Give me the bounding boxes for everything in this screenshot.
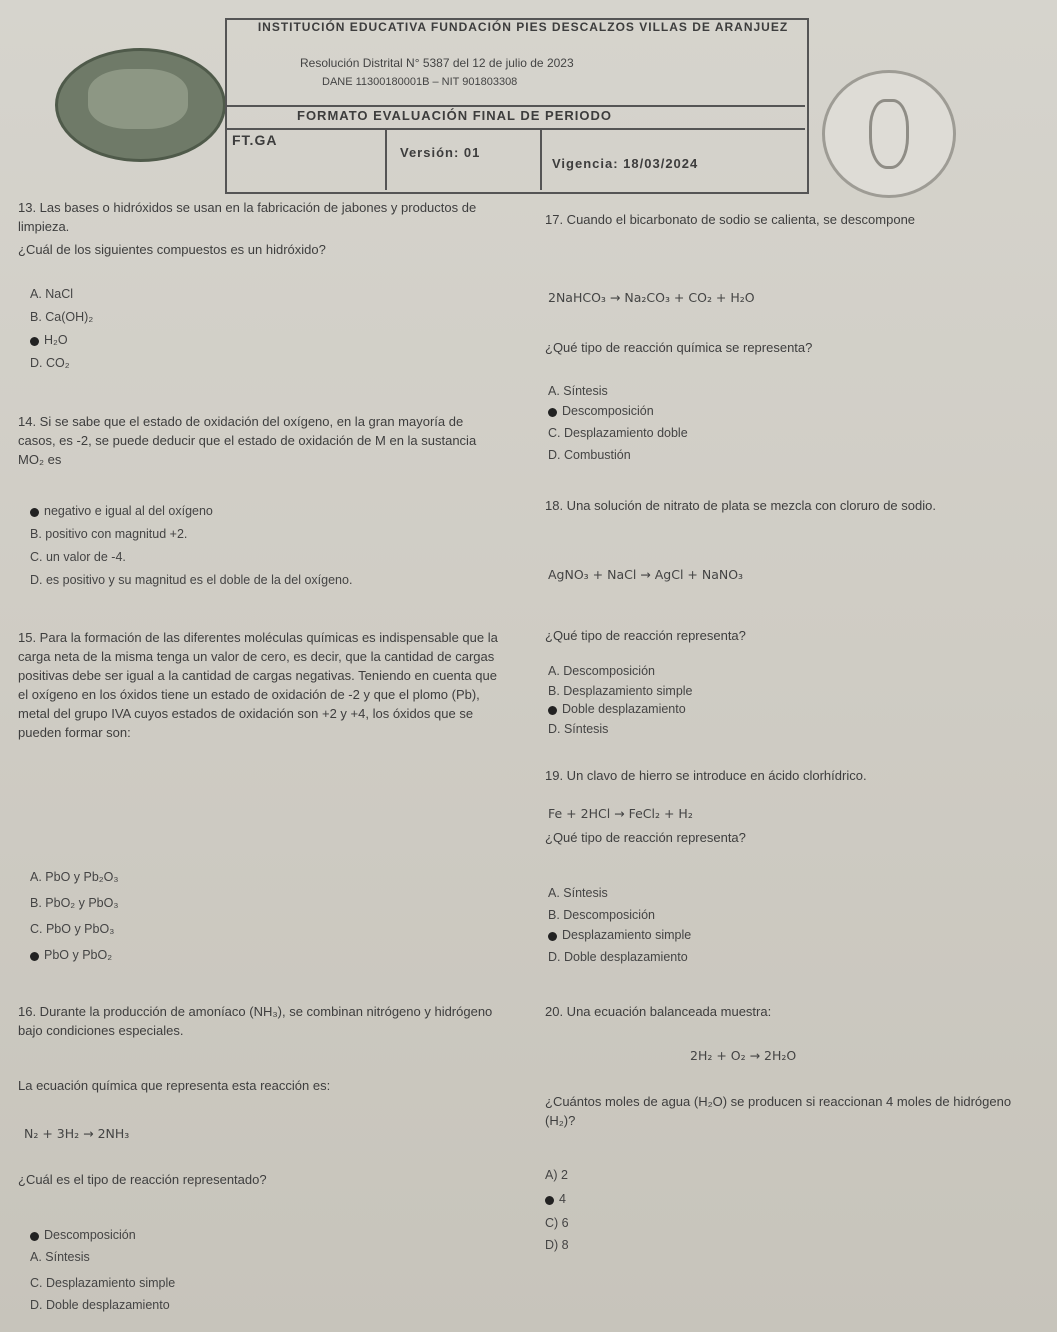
q16-selected-mark: [30, 1232, 39, 1241]
q16-statement: 16. Durante la producción de amoníaco (NH₃), se combinan nitrógeno y hidrógeno bajo condiciones especiales.: [18, 1004, 493, 1038]
header-divider: [385, 128, 387, 190]
q14-option-d[interactable]: D. es positivo y su magnitud es el doble de la del oxígeno.: [30, 573, 353, 587]
q15-selected-mark: [30, 952, 39, 961]
q19-option-a[interactable]: A. Síntesis: [548, 886, 608, 900]
q13-selected-mark: [30, 337, 39, 346]
q15-option-d[interactable]: PbO y PbO₂: [44, 948, 113, 962]
q18-option-c[interactable]: Doble desplazamiento: [562, 702, 686, 716]
q13-option-a[interactable]: A. NaCl: [30, 287, 74, 301]
school-logo-left: [55, 48, 226, 162]
q20-option-a[interactable]: A) 2: [545, 1168, 568, 1182]
header-divider: [540, 128, 542, 190]
q15-option-b[interactable]: B. PbO₂ y PbO₃: [30, 896, 119, 910]
q20-option-c[interactable]: C) 6: [545, 1216, 569, 1230]
version-cell: Versión: 01: [400, 145, 481, 160]
q18-question: ¿Qué tipo de reacción representa?: [545, 628, 746, 643]
q13-question: ¿Cuál de los siguientes compuestos es un hidróxido?: [18, 242, 326, 257]
q16-intro: La ecuación química que representa esta reacción es:: [18, 1078, 331, 1093]
header-divider: [225, 128, 805, 130]
footprint-logo-right: [822, 70, 956, 198]
validity-cell: Vigencia: 18/03/2024: [552, 156, 699, 171]
q14-option-c[interactable]: C. un valor de -4.: [30, 550, 126, 564]
q15-option-a[interactable]: A. PbO y Pb₂O₃: [30, 870, 119, 884]
q13-statement: 13. Las bases o hidróxidos se usan en la fabricación de jabones y productos de limpieza.: [18, 200, 477, 234]
q14-option-a[interactable]: negativo e igual al del oxígeno: [44, 504, 213, 518]
resolution-text: Resolución Distrital N° 5387 del 12 de julio de 2023: [300, 56, 574, 70]
q13-option-b[interactable]: B. Ca(OH)₂: [30, 310, 94, 324]
q20-question: ¿Cuántos moles de agua (H₂O) se producen si reaccionan 4 moles de hidrógeno (H₂)?: [545, 1094, 1012, 1128]
q18-option-b[interactable]: B. Desplazamiento simple: [548, 684, 693, 698]
q20-option-d[interactable]: D) 8: [545, 1238, 569, 1252]
q15-statement: 15. Para la formación de las diferentes moléculas químicas es indispensable que la carga neta de la misma tenga un valor de cero, es decir, que la cantidad de cargas positivas debe ser igual a la cantidad de cargas negativas. Teniendo en cuenta que el oxígeno en los óxidos tiene un estado de oxidación de -2 y que el plomo (Pb), metal del grupo IVA cuyos estados de oxidación son +2 y +4, los óxidos que se pueden formar son:: [18, 630, 498, 740]
q17-option-d[interactable]: D. Combustión: [548, 448, 631, 462]
q16-option-d[interactable]: D. Doble desplazamiento: [30, 1298, 170, 1312]
q17-selected-mark: [548, 408, 557, 417]
q13-option-c[interactable]: H₂O: [44, 333, 68, 347]
q20-selected-mark: [545, 1196, 554, 1205]
institution-name: INSTITUCIÓN EDUCATIVA FUNDACIÓN PIES DESCALZOS VILLAS DE ARANJUEZ: [257, 20, 789, 34]
q19-equation: Fe + 2HCl → FeCl₂ + H₂: [548, 806, 693, 821]
q20-option-b[interactable]: 4: [559, 1192, 566, 1206]
q20-statement: 20. Una ecuación balanceada muestra:: [545, 1004, 772, 1019]
q18-selected-mark: [548, 706, 557, 715]
q20-equation: 2H₂ + O₂ → 2H₂O: [690, 1048, 797, 1063]
q18-statement: 18. Una solución de nitrato de plata se mezcla con cloruro de sodio.: [545, 498, 936, 513]
q19-option-c[interactable]: Desplazamiento simple: [562, 928, 692, 942]
q17-option-a[interactable]: A. Síntesis: [548, 384, 608, 398]
q17-question: ¿Qué tipo de reacción química se representa?: [545, 340, 813, 355]
q13-option-d[interactable]: D. CO₂: [30, 356, 70, 370]
q17-statement: 17. Cuando el bicarbonato de sodio se calienta, se descompone: [545, 212, 916, 227]
q16-option-b[interactable]: Descomposición: [44, 1228, 136, 1242]
q14-statement: 14. Si se sabe que el estado de oxidación del oxígeno, en la gran mayoría de casos, es -2, se puede deducir que el estado de oxidación de M en la sustancia MO₂ es: [18, 414, 477, 467]
q19-option-d[interactable]: D. Doble desplazamiento: [548, 950, 688, 964]
q16-option-a[interactable]: A. Síntesis: [30, 1250, 90, 1264]
q14-option-b[interactable]: B. positivo con magnitud +2.: [30, 527, 188, 541]
q15-option-c[interactable]: C. PbO y PbO₃: [30, 922, 115, 936]
q14-selected-mark: [30, 508, 39, 517]
q18-equation: AgNO₃ + NaCl → AgCl + NaNO₃: [548, 567, 744, 582]
dane-nit-text: DANE 11300180001B – NIT 901803308: [322, 76, 518, 88]
q19-statement: 19. Un clavo de hierro se introduce en ácido clorhídrico.: [545, 768, 867, 783]
q17-equation: 2NaHCO₃ → Na₂CO₃ + CO₂ + H₂O: [548, 290, 755, 305]
q17-option-c[interactable]: C. Desplazamiento doble: [548, 426, 688, 440]
q19-option-b[interactable]: B. Descomposición: [548, 908, 655, 922]
q16-equation: N₂ + 3H₂ → 2NH₃: [24, 1126, 130, 1141]
q18-option-d[interactable]: D. Síntesis: [548, 722, 609, 736]
header-divider: [225, 105, 805, 107]
q19-question: ¿Qué tipo de reacción representa?: [545, 830, 746, 845]
format-title: FORMATO EVALUACIÓN FINAL DE PERIODO: [297, 108, 612, 123]
q16-question: ¿Cuál es el tipo de reacción representado?: [18, 1172, 267, 1187]
q18-option-a[interactable]: A. Descomposición: [548, 664, 655, 678]
q19-selected-mark: [548, 932, 557, 941]
code-cell: FT.GA: [232, 132, 278, 148]
q17-option-b[interactable]: Descomposición: [562, 404, 654, 418]
q16-option-c[interactable]: C. Desplazamiento simple: [30, 1276, 176, 1290]
